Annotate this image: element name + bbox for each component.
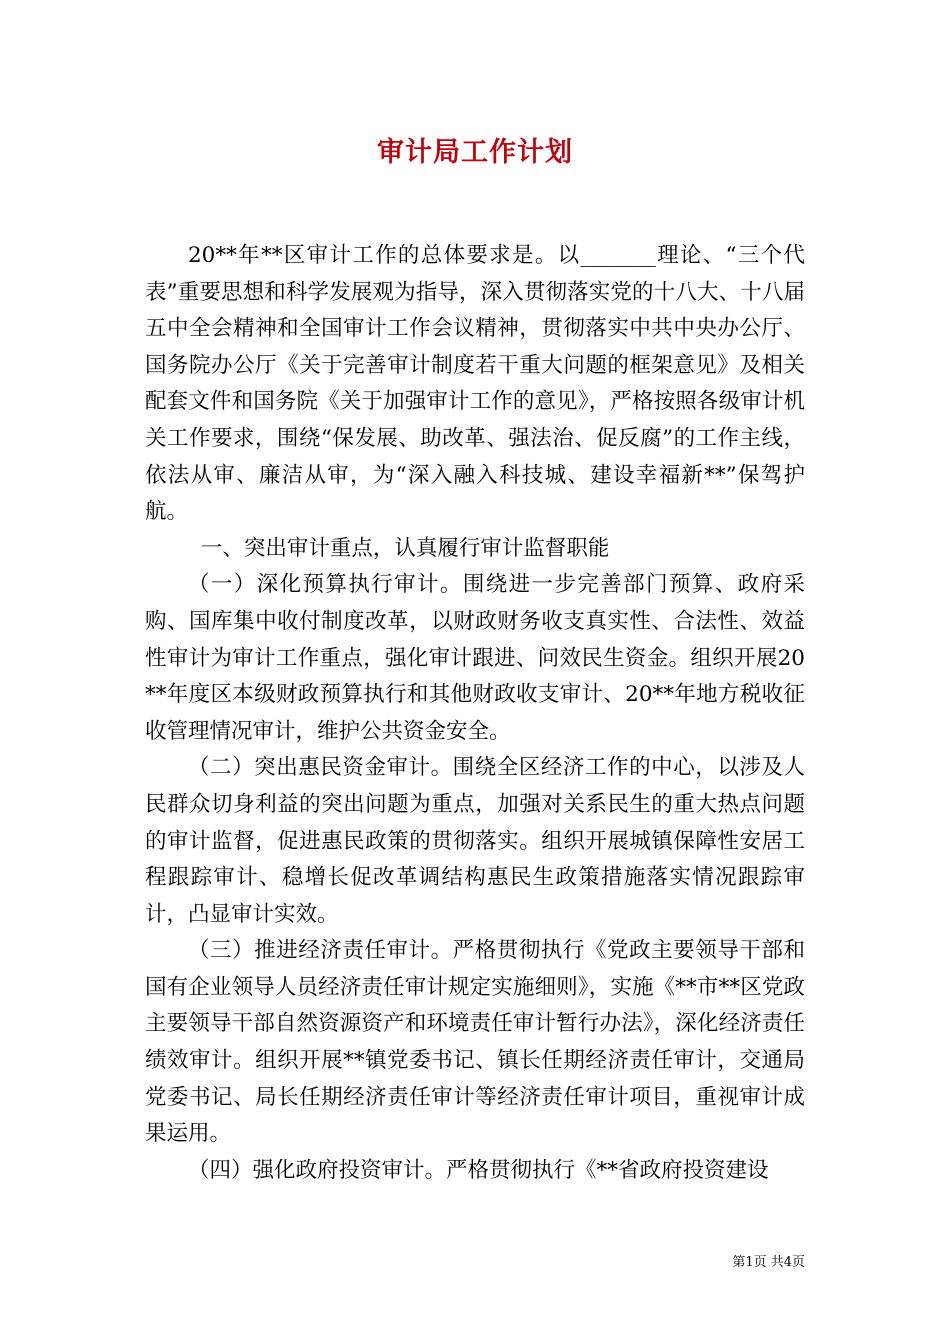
paragraph-livelihood-audit: （二）突出惠民资金审计。围绕全区经济工作的中心，以涉及人民群众切身利益的突出问题为重点，加强对关系民生的重大热点问题的审计监督，促进惠民政策的贯彻落实。组织开展城镇保障性安居工程跟踪审计、稳增长促改革调结构惠民生政策措施落实情况跟踪审计，凸显审计实效。 xyxy=(145,755,805,927)
document-body xyxy=(145,238,805,1189)
page-number: 第1页 共4页 xyxy=(732,1255,805,1270)
paragraph-government-investment-audit: （四）强化政府投资审计。严格贯彻执行《**省政府投资建设 xyxy=(188,1157,769,1183)
paragraph-intro: 20**年**区审计工作的总体要求是。以_______理论、“三个代表”重要思想和科学发展观为指导，深入贯彻落实党的十八大、十八届五中全会精神和全国审计工作会议精神，贯彻落实中共中央办公厅、国务院办公厅《关于完善审计制度若干重大问题的框架意见》及相关配套文件和国务院《关于加强审计工作的意见》，严格按照各级审计机关工作要求，围绕“保发展、助改革、强法治、促反腐”的工作主线，依法从审、廉洁从审，为“深入融入科技城、建设幸福新**”保驾护航。 xyxy=(145,243,805,525)
paragraph-economic-responsibility-audit: （三）推进经济责任审计。严格贯彻执行《党政主要领导干部和国有企业领导人员经济责任审计规定实施细则》，实施《**市**区党政主要领导干部自然资源资产和环境责任审计暂行办法》，深化经济责任绩效审计。组织开展**镇党委书记、镇长任期经济责任审计，交通局党委书记、局长任期经济责任审计等经济责任审计项目，重视审计成果运用。 xyxy=(145,938,805,1147)
paragraph-budget-audit: （一）深化预算执行审计。围绕进一步完善部门预算、政府采购、国库集中收付制度改革，以财政财务收支真实性、合法性、效益性审计为审计工作重点，强化审计跟进、问效民生资金。组织开展20**年度区本级财政预算执行和其他财政收支审计、20**年地方税收征收管理情况审计，维护公共资金安全。 xyxy=(145,572,805,744)
section-heading-1: 一、突出审计重点，认真履行审计监督职能 xyxy=(200,535,610,561)
page-title: 审计局工作计划 xyxy=(377,137,573,168)
